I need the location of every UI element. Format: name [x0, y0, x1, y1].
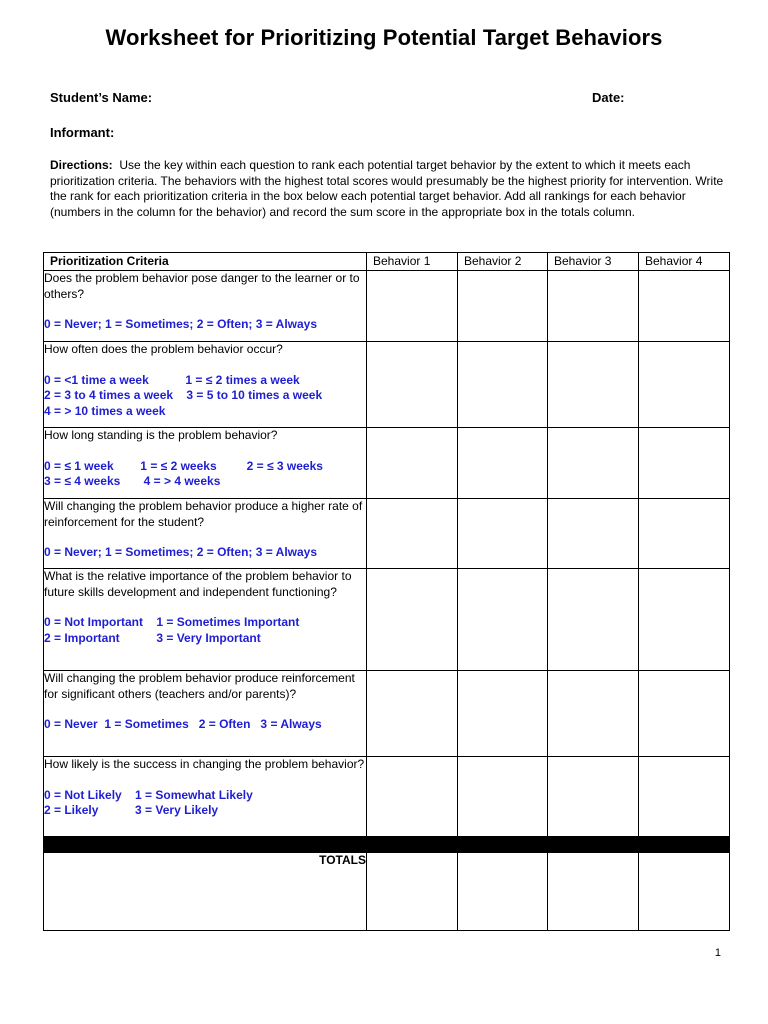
criteria-question: Will changing the problem behavior produce a higher rate of reinforcement for the student?: [44, 499, 363, 529]
score-cell-behavior-3[interactable]: [548, 271, 639, 342]
score-cell-behavior-1[interactable]: [367, 757, 458, 837]
score-cell-behavior-2[interactable]: [458, 671, 548, 757]
score-cell-behavior-2[interactable]: [458, 428, 548, 499]
header-behavior-4: Behavior 4: [639, 253, 730, 271]
table-row: [44, 271, 730, 342]
prioritization-table: [43, 252, 730, 931]
score-cell-behavior-4[interactable]: [639, 428, 730, 499]
key-line: 0 = Never; 1 = Sometimes; 2 = Often; 3 = Always: [44, 545, 318, 559]
table-header-row: [44, 253, 730, 271]
score-cell-behavior-3[interactable]: [548, 428, 639, 499]
score-cell-behavior-1[interactable]: [367, 428, 458, 499]
criteria-cell: [44, 271, 367, 342]
directions-text: Use the key within each question to rank each potential target behavior by the extent to which it meets each prioritization criteria. The behaviors with the highest total scores would presumably be the highest priority for intervention. Write the rank for each prioritization criteria in the box below each potential target behavior. Add all rankings for each behavior (numbers in the column for the behavior) and record the sum score in the appropriate box in the totals column.: [50, 158, 724, 219]
table-row: [44, 671, 730, 757]
table-row: [44, 757, 730, 837]
criteria-question: Will changing the problem behavior produce reinforcement for significant others (teachers and/or parents)?: [44, 671, 355, 701]
header-behavior-3: Behavior 3: [548, 253, 639, 271]
criteria-question: How often does the problem behavior occur?: [44, 342, 283, 356]
header-criteria: Prioritization Criteria: [44, 253, 367, 271]
criteria-key: [44, 317, 366, 333]
score-cell-behavior-2[interactable]: [458, 757, 548, 837]
key-line: 0 = ≤ 1 week 1 = ≤ 2 weeks 2 = ≤ 3 weeks: [44, 458, 323, 473]
separator-row: [44, 837, 730, 853]
score-cell-behavior-2[interactable]: [458, 271, 548, 342]
criteria-question: How likely is the success in changing the problem behavior?: [44, 757, 365, 771]
score-cell-behavior-3[interactable]: [548, 757, 639, 837]
key-line: 0 = Never 1 = Sometimes 2 = Often 3 = Always: [44, 717, 322, 731]
key-line: 2 = Important 3 = Very Important: [44, 630, 261, 645]
score-cell-behavior-4[interactable]: [639, 271, 730, 342]
criteria-question: Does the problem behavior pose danger to the learner or to others?: [44, 271, 360, 301]
criteria-key: [44, 615, 366, 646]
key-line: 0 = <1 time a week 1 = ≤ 2 times a week: [44, 372, 300, 387]
criteria-cell: [44, 428, 367, 499]
criteria-key: [44, 717, 366, 733]
criteria-cell: [44, 342, 367, 428]
table-row: [44, 569, 730, 671]
score-cell-behavior-1[interactable]: [367, 671, 458, 757]
score-cell-behavior-3[interactable]: [548, 569, 639, 671]
score-cell-behavior-2[interactable]: [458, 342, 548, 428]
key-line: 3 = ≤ 4 weeks 4 = > 4 weeks: [44, 474, 221, 488]
header-behavior-1: Behavior 1: [367, 253, 458, 271]
page-title: Worksheet for Prioritizing Potential Target Behaviors: [105, 25, 663, 50]
score-cell-behavior-4[interactable]: [639, 757, 730, 837]
totals-row: [44, 853, 730, 931]
table-row: [44, 342, 730, 428]
score-cell-behavior-1[interactable]: [367, 342, 458, 428]
score-cell-behavior-1[interactable]: [367, 271, 458, 342]
total-cell-behavior-1[interactable]: [367, 853, 458, 931]
key-line: 2 = Likely 3 = Very Likely: [44, 803, 219, 817]
criteria-cell: [44, 499, 367, 569]
score-cell-behavior-1[interactable]: [367, 569, 458, 671]
criteria-cell: [44, 671, 367, 757]
criteria-cell: [44, 757, 367, 837]
student-name-label: Student’s Name:: [50, 90, 153, 105]
date-label: Date:: [592, 90, 625, 105]
separator-cell: [639, 837, 730, 853]
score-cell-behavior-3[interactable]: [548, 671, 639, 757]
criteria-key: [44, 545, 366, 561]
key-line: 4 = > 10 times a week: [44, 403, 166, 418]
directions: [50, 158, 730, 220]
criteria-question: What is the relative importance of the problem behavior to future skills development and independent functioning?: [44, 569, 352, 599]
score-cell-behavior-1[interactable]: [367, 499, 458, 569]
score-cell-behavior-2[interactable]: [458, 569, 548, 671]
score-cell-behavior-4[interactable]: [639, 569, 730, 671]
score-cell-behavior-3[interactable]: [548, 342, 639, 428]
page-number: 1: [714, 947, 721, 959]
separator-cell: [458, 837, 548, 853]
criteria-key: [44, 373, 366, 420]
directions-label: Directions:: [50, 158, 113, 172]
table-row: [44, 428, 730, 499]
score-cell-behavior-4[interactable]: [639, 671, 730, 757]
key-line: 0 = Not Likely 1 = Somewhat Likely: [44, 787, 253, 802]
criteria-question: How long standing is the problem behavior?: [44, 428, 278, 442]
totals-label: TOTALS: [44, 853, 367, 931]
header-behavior-2: Behavior 2: [458, 253, 548, 271]
score-cell-behavior-3[interactable]: [548, 499, 639, 569]
score-cell-behavior-4[interactable]: [639, 499, 730, 569]
key-line: 2 = 3 to 4 times a week 3 = 5 to 10 times a week: [44, 388, 323, 402]
criteria-cell: [44, 569, 367, 671]
total-cell-behavior-3[interactable]: [548, 853, 639, 931]
separator-cell: [367, 837, 458, 853]
key-line: 0 = Not Important 1 = Sometimes Important: [44, 615, 300, 629]
criteria-key: [44, 788, 366, 819]
table-row: [44, 499, 730, 569]
total-cell-behavior-4[interactable]: [639, 853, 730, 931]
key-line: 0 = Never; 1 = Sometimes; 2 = Often; 3 = Always: [44, 317, 318, 331]
criteria-key: [44, 459, 366, 490]
total-cell-behavior-2[interactable]: [458, 853, 548, 931]
separator-cell: [548, 837, 639, 853]
separator-cell: [44, 837, 367, 853]
score-cell-behavior-2[interactable]: [458, 499, 548, 569]
informant-label: Informant:: [50, 125, 115, 140]
score-cell-behavior-4[interactable]: [639, 342, 730, 428]
